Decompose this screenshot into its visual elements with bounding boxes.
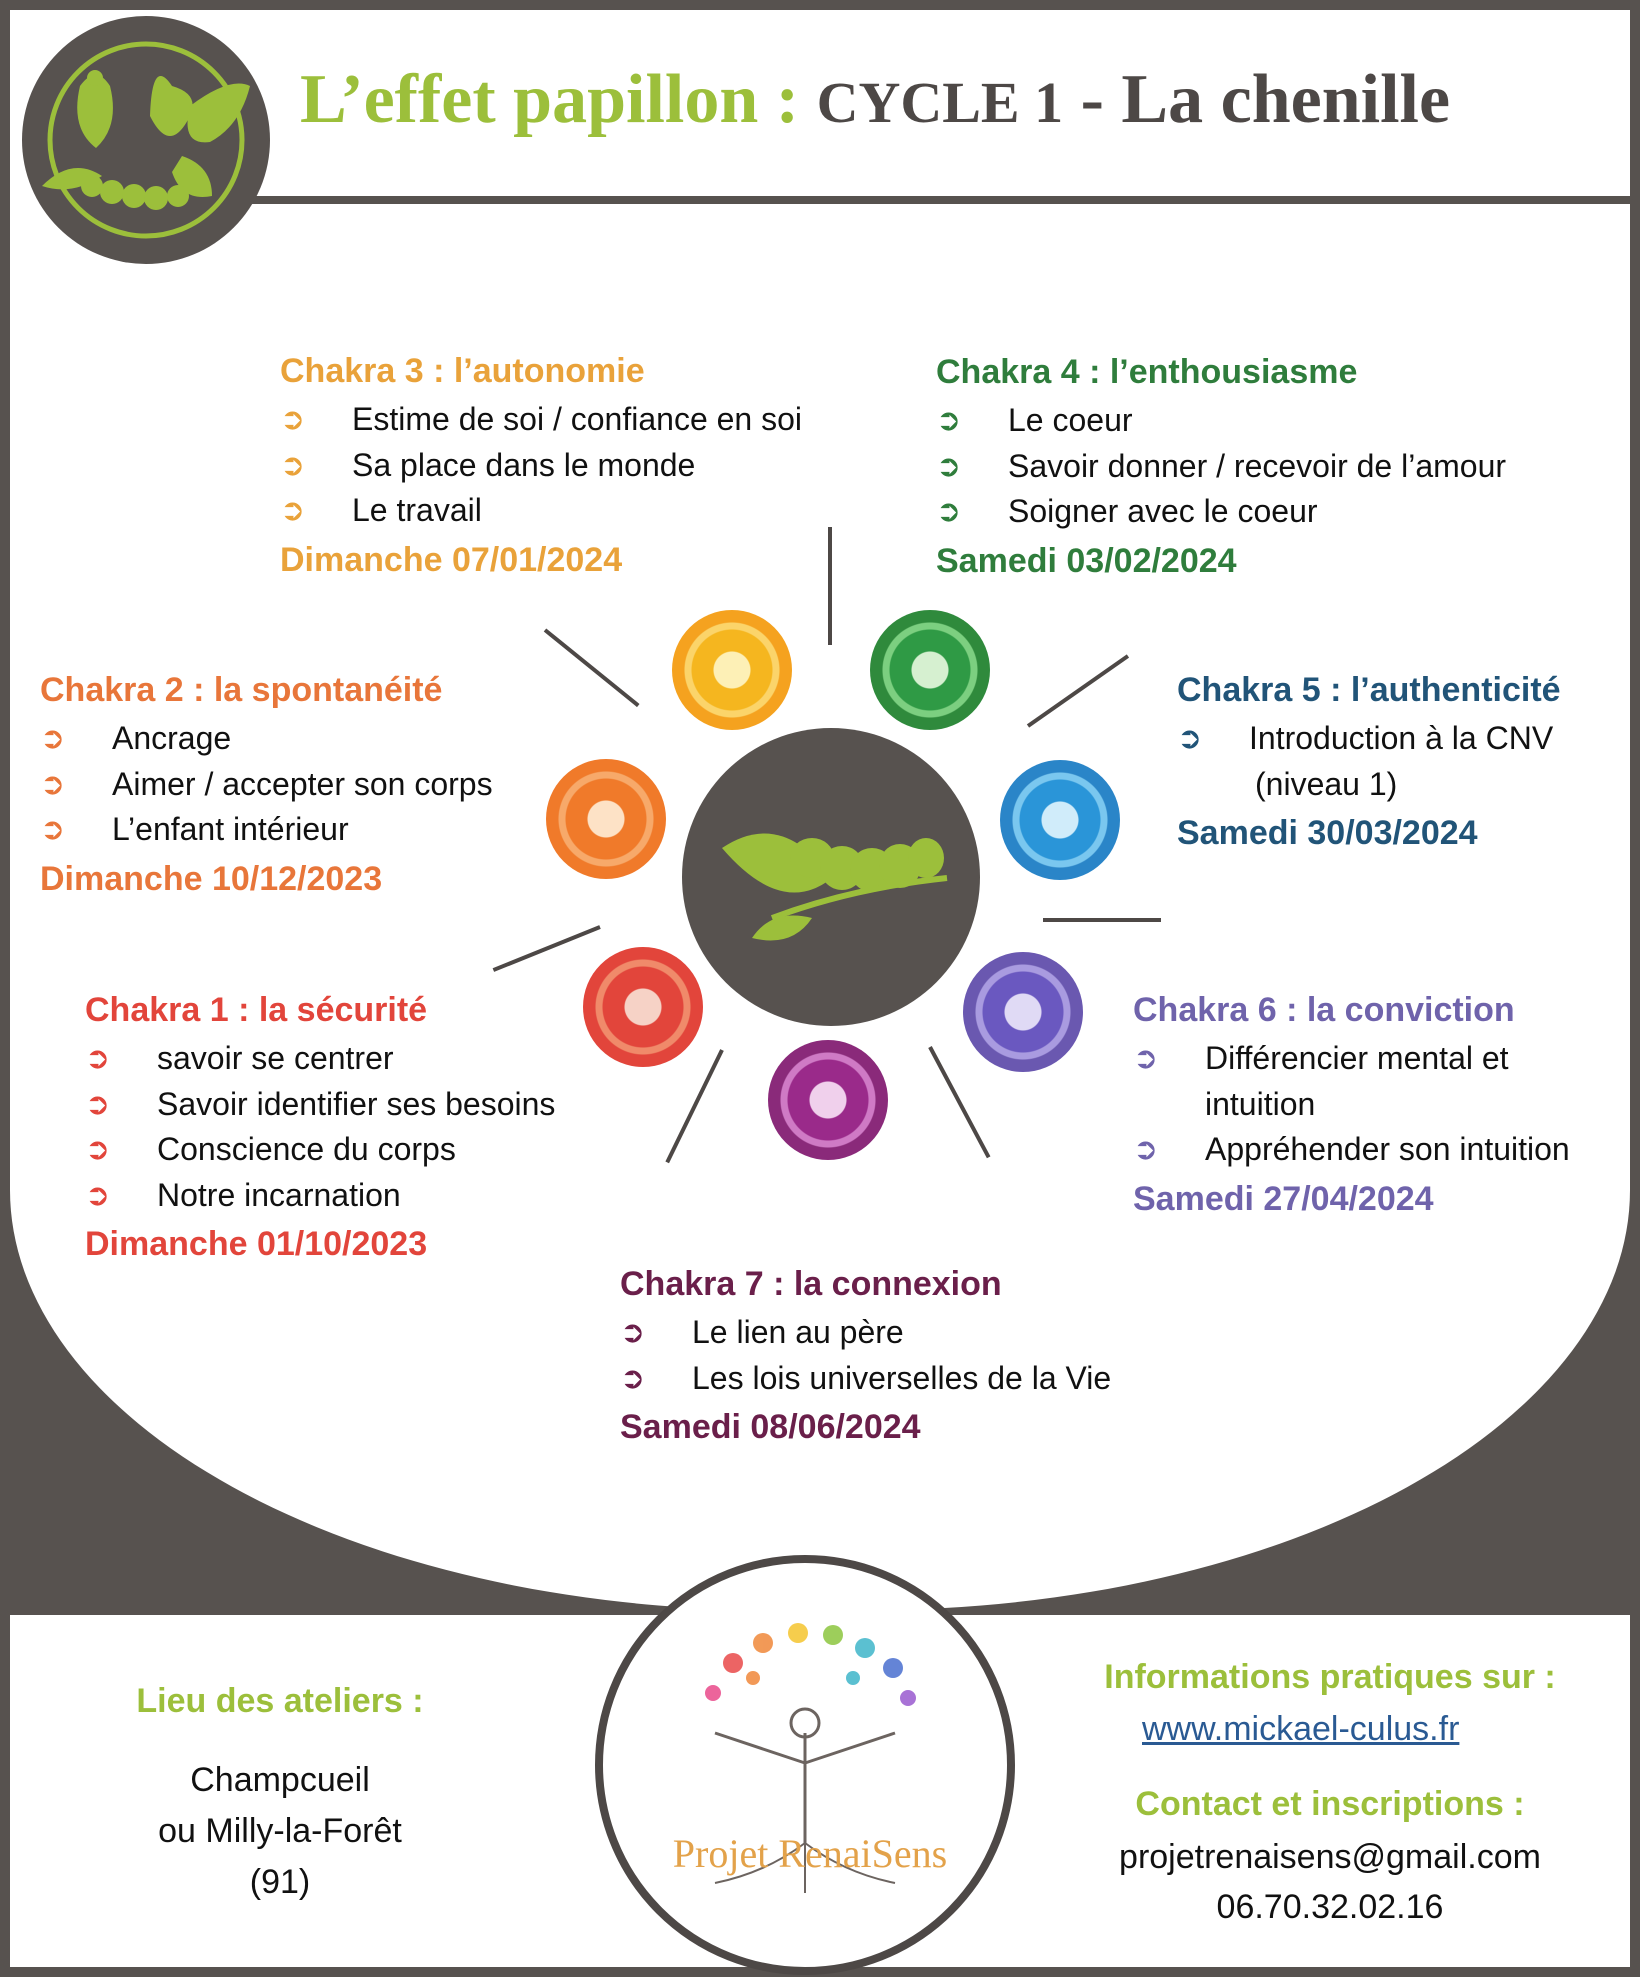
list-item: ➲ Ancrage [40, 716, 493, 762]
arrow-bullet-icon: ➲ [936, 404, 962, 437]
arrow-bullet-icon: ➲ [40, 813, 66, 846]
list-item: ➲ Le coeur [936, 398, 1506, 444]
arrow-bullet-icon: ➲ [936, 449, 962, 483]
list-item: ➲ Notre incarnation [85, 1173, 555, 1219]
list-item: ➲ Savoir donner / recevoir de l’amour [936, 444, 1506, 490]
arrow-bullet-icon: ➲ [40, 767, 66, 801]
chakra-5-date: Samedi 30/03/2024 [1177, 814, 1478, 852]
list-item: ➲ Les lois universelles de la Vie [620, 1356, 1111, 1402]
arrow-bullet-icon: ➲ [1133, 1042, 1159, 1075]
chakra-3-date: Dimanche 07/01/2024 [280, 540, 623, 579]
chakra-5-block [1177, 666, 1561, 859]
place-line3: (91) [249, 1863, 311, 1901]
arrow-bullet-icon: ➲ [85, 1178, 111, 1212]
chakra-6-title: Chakra 6 : la conviction [1133, 991, 1515, 1029]
list-item: ➲ Le travail [280, 488, 802, 534]
title-part3: - La chenille [1080, 61, 1451, 138]
chakra-6-block [1133, 986, 1570, 1225]
list-item: ➲ Estime de soi / confiance en soi [280, 397, 802, 443]
chakra-2-date: Dimanche 10/12/2023 [40, 859, 383, 898]
chakra-1-date: Dimanche 01/10/2023 [85, 1225, 428, 1263]
arrow-bullet-icon: ➲ [85, 1133, 111, 1166]
chakra-2-block [40, 666, 493, 905]
chakra-4-block [936, 348, 1506, 587]
chakra-7-block [620, 1260, 1111, 1453]
list-item: ➲ Différencier mental et [1133, 1036, 1570, 1082]
list-item: ➲ Savoir identifier ses besoins [85, 1082, 555, 1128]
place-line2: ou Milly-la-Forêt [158, 1812, 402, 1850]
brand-name: Projet RenaiSens [672, 1831, 948, 1876]
arrow-bullet-icon: ➲ [936, 495, 962, 528]
chakra-7-title: Chakra 7 : la connexion [620, 1265, 1002, 1303]
tree-of-life-icon [603, 1563, 1007, 1967]
solar-plexus-chakra-icon [672, 610, 792, 730]
arrow-bullet-icon: ➲ [1177, 722, 1203, 755]
butterfly-logo [22, 16, 270, 264]
chakra-5-title: Chakra 5 : l’authenticité [1177, 671, 1561, 709]
chakra-4-title: Chakra 4 : l’enthousiasme [936, 353, 1358, 391]
list-item: ➲ Soigner avec le coeur [936, 489, 1506, 535]
email-text: projetrenaisens@gmail.com [1119, 1838, 1541, 1876]
info-label: Informations pratiques sur : [1104, 1658, 1556, 1696]
list-item: ➲ savoir se centrer [85, 1036, 555, 1082]
list-item: ➲ Conscience du corps [85, 1127, 555, 1173]
tree-emblem [595, 1555, 1015, 1975]
list-item: ➲ Introduction à la CNV [1177, 716, 1561, 762]
list-item: ➲ Appréhender son intuition [1133, 1127, 1570, 1173]
arrow-bullet-icon: ➲ [280, 494, 306, 527]
arrow-bullet-icon: ➲ [620, 1316, 646, 1349]
place-label: Lieu des ateliers : [136, 1682, 424, 1720]
title-part2: CYCLE 1 [816, 70, 1064, 135]
crown-chakra-icon [768, 1040, 888, 1160]
page-title [300, 60, 1450, 140]
arrow-bullet-icon: ➲ [1133, 1133, 1159, 1166]
chakra-1-title: Chakra 1 : la sécurité [85, 991, 428, 1029]
title-part1: L’effet papillon : [300, 61, 800, 138]
ray-line [828, 527, 832, 645]
chakra-4-date: Samedi 03/02/2024 [936, 541, 1237, 580]
chakra-3-title: Chakra 3 : l’autonomie [280, 352, 645, 390]
arrow-bullet-icon: ➲ [85, 1087, 111, 1121]
root-chakra-icon [583, 947, 703, 1067]
chakra-1-block [85, 986, 555, 1270]
throat-chakra-icon [1000, 760, 1120, 880]
header-divider [250, 196, 1632, 204]
caterpillar-emblem [682, 728, 980, 1026]
chakra-7-date: Samedi 08/06/2024 [620, 1408, 921, 1446]
list-item: ➲ L’enfant intérieur [40, 807, 493, 853]
place-line1: Champcueil [190, 1761, 370, 1799]
ray-line [1043, 918, 1161, 922]
list-item: ➲ Sa place dans le monde [280, 443, 802, 489]
contact-label: Contact et inscriptions : [1135, 1785, 1525, 1823]
chakra-3-block [280, 347, 802, 586]
list-item: ➲ Le lien au père [620, 1310, 1111, 1356]
chakra-6-date: Samedi 27/04/2024 [1133, 1179, 1434, 1218]
chakra-2-title: Chakra 2 : la spontanéité [40, 671, 443, 709]
arrow-bullet-icon: ➲ [280, 403, 306, 436]
butterfly-caterpillar-icon [22, 16, 270, 264]
third-eye-chakra-icon [963, 952, 1083, 1072]
website-link[interactable]: www.mickael-culus.fr [1142, 1710, 1460, 1748]
list-item: (niveau 1) [1255, 765, 1398, 802]
arrow-bullet-icon: ➲ [85, 1042, 111, 1075]
caterpillar-leaf-icon [682, 728, 980, 1026]
heart-chakra-icon [870, 610, 990, 730]
sacral-chakra-icon [546, 759, 666, 879]
list-item: ➲ Aimer / accepter son corps [40, 762, 493, 808]
arrow-bullet-icon: ➲ [280, 448, 306, 482]
arrow-bullet-icon: ➲ [40, 722, 66, 755]
list-item: intuition [1205, 1085, 1316, 1122]
phone-text: 06.70.32.02.16 [1216, 1888, 1444, 1926]
arrow-bullet-icon: ➲ [620, 1361, 646, 1395]
